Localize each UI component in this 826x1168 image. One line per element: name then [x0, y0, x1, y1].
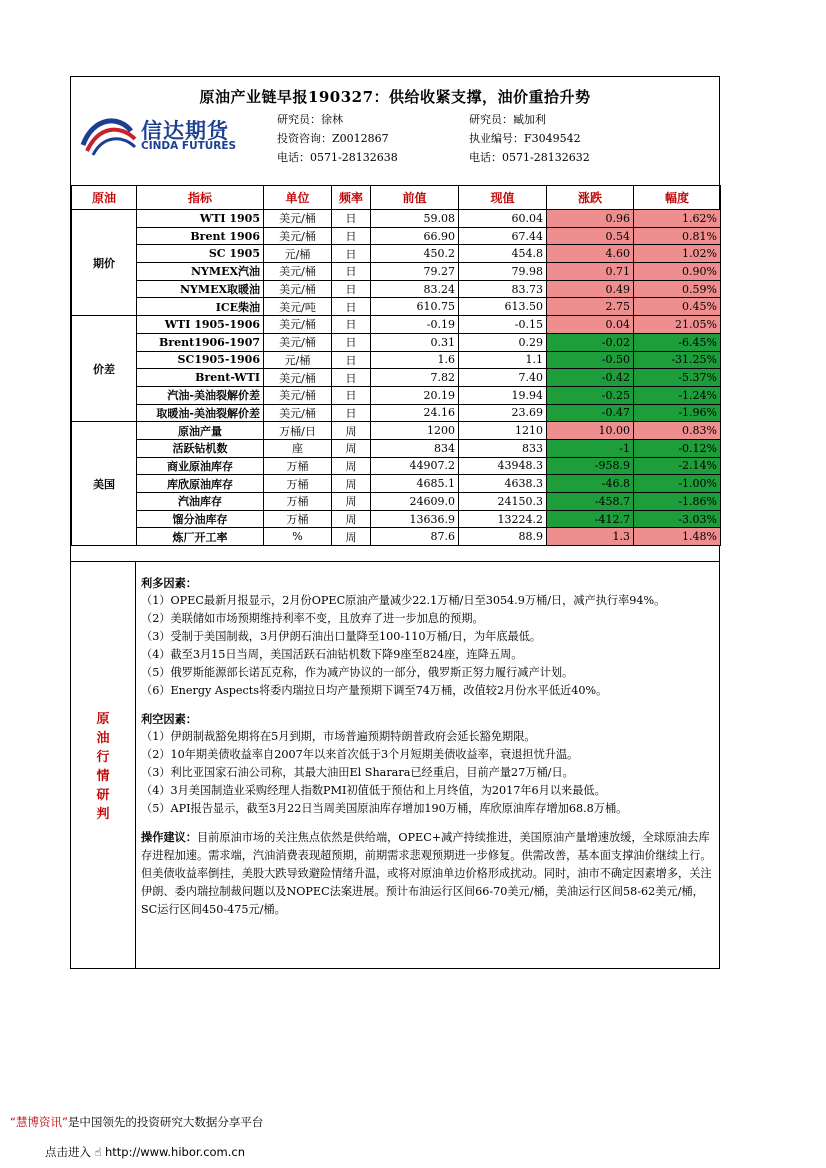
- change-cell: -0.25: [547, 386, 634, 404]
- indicator-cell: Brent1906-1907: [137, 333, 264, 351]
- change-cell: -0.02: [547, 333, 634, 351]
- indicator-cell: SC 1905: [137, 245, 264, 263]
- current-value-cell: -0.15: [459, 316, 547, 334]
- group-label: 价差: [72, 316, 137, 422]
- list-item: （4）3月美国制造业采购经理人指数PMI初值低于预估和上月终值，为2017年6月以来最低。: [141, 784, 606, 797]
- frequency-cell: 周: [332, 457, 371, 475]
- unit-cell: 元/桶: [264, 351, 332, 369]
- percent-cell: 0.83%: [634, 422, 721, 440]
- researcher-left: [277, 110, 398, 167]
- previous-value-cell: 450.2: [371, 245, 459, 263]
- table-row: [72, 386, 721, 404]
- table-row: [72, 422, 721, 440]
- frequency-cell: 日: [332, 351, 371, 369]
- previous-value-cell: 24609.0: [371, 493, 459, 511]
- indicator-cell: 汽油库存: [137, 493, 264, 511]
- side-char: 原: [96, 712, 110, 727]
- analysis-text: [141, 574, 713, 919]
- frequency-cell: 日: [332, 386, 371, 404]
- previous-value-cell: 59.08: [371, 210, 459, 228]
- percent-cell: -1.00%: [634, 475, 721, 493]
- previous-value-cell: 1200: [371, 422, 459, 440]
- current-value-cell: 0.29: [459, 333, 547, 351]
- unit-cell: 美元/桶: [264, 210, 332, 228]
- footer-link-prefix: 点击进入: [45, 1145, 91, 1159]
- side-char: 油: [96, 731, 110, 746]
- col-header-change: 涨跌: [547, 186, 634, 210]
- logo-en-text: CINDA FUTURES: [141, 140, 237, 152]
- table-row: [72, 316, 721, 334]
- cinda-logo-icon: [79, 111, 139, 161]
- side-char: 研: [96, 788, 110, 803]
- previous-value-cell: 66.90: [371, 227, 459, 245]
- percent-cell: -2.14%: [634, 457, 721, 475]
- group-label: 期价: [72, 210, 137, 316]
- table-row: [72, 333, 721, 351]
- previous-value-cell: 4685.1: [371, 475, 459, 493]
- current-value-cell: 1210: [459, 422, 547, 440]
- bearish-title: 利空因素：: [141, 712, 197, 726]
- list-item: （3）利比亚国家石油公司称，其最大油田El Sharara已经重启，目前产量27万桶/日。: [141, 766, 574, 779]
- previous-value-cell: 24.16: [371, 404, 459, 422]
- list-item: （6）Energy Aspects将委内瑞拉日均产量预期下调至74万桶，改值较2月份水平低近40%。: [141, 684, 608, 697]
- change-cell: 10.00: [547, 422, 634, 440]
- logo-cn-text: 信达期货: [141, 119, 229, 143]
- frequency-cell: 日: [332, 263, 371, 281]
- list-item: （1）OPEC最新月报显示，2月份OPEC原油产量减少22.1万桶/日至3054.9万桶/日，减产执行率94%。: [141, 594, 666, 607]
- indicator-cell: 炼厂开工率: [137, 528, 264, 546]
- table-row: [72, 510, 721, 528]
- table-row: [72, 528, 721, 546]
- previous-value-cell: 83.24: [371, 280, 459, 298]
- advice-text: 目前原油市场的关注焦点依然是供给端，OPEC+减产持续推进，美国原油产量增速放缓，全球原油去库存进程加速。需求端，汽油消费表现超预期，前期需求悲观预期进一步修复。供需改善，基本面支撑油价继续上行。但美债收益率倒挂，美股大跌导致避险情绪升温，或将对原油单边价格形成扰动。同时，油市不确定因素增多，关注伊朗、委内瑞拉制裁问题以及NOPEC法案进展。预计布油运行区间66-70美元/桶，美油运行区间58-62美元/桶，SC运行区间450-475元/桶。: [141, 831, 712, 916]
- side-char: 判: [96, 807, 110, 822]
- unit-cell: 万桶: [264, 475, 332, 493]
- col-header-crude: 原油: [72, 186, 137, 210]
- col-header-indicator: 指标: [137, 186, 264, 210]
- current-value-cell: 833: [459, 439, 547, 457]
- change-cell: -458.7: [547, 493, 634, 511]
- percent-cell: 0.90%: [634, 263, 721, 281]
- indicator-cell: NYMEX汽油: [137, 263, 264, 281]
- phone-left: 电话：0571-28132638: [277, 151, 398, 164]
- change-cell: 4.60: [547, 245, 634, 263]
- license-left: 投资咨询：Z0012867: [277, 132, 389, 145]
- frequency-cell: 周: [332, 510, 371, 528]
- indicator-cell: 商业原油库存: [137, 457, 264, 475]
- change-cell: 2.75: [547, 298, 634, 316]
- table-header-row: [72, 186, 721, 210]
- indicator-cell: 库欣原油库存: [137, 475, 264, 493]
- side-char: 情: [96, 769, 110, 784]
- previous-value-cell: 79.27: [371, 263, 459, 281]
- researcher-name-right: 研究员：臧加利: [469, 113, 546, 126]
- previous-value-cell: -0.19: [371, 316, 459, 334]
- previous-value-cell: 0.31: [371, 333, 459, 351]
- current-value-cell: 88.9: [459, 528, 547, 546]
- list-item: （5）俄罗斯能源部长诺瓦克称，作为减产协议的一部分，俄罗斯正努力履行减产计划。: [141, 666, 574, 679]
- indicator-cell: WTI 1905-1906: [137, 316, 264, 334]
- table-row: [72, 493, 721, 511]
- indicator-cell: 馏分油库存: [137, 510, 264, 528]
- percent-cell: -31.25%: [634, 351, 721, 369]
- percent-cell: -1.96%: [634, 404, 721, 422]
- unit-cell: 美元/桶: [264, 386, 332, 404]
- unit-cell: 美元/桶: [264, 263, 332, 281]
- previous-value-cell: 610.75: [371, 298, 459, 316]
- current-value-cell: 43948.3: [459, 457, 547, 475]
- previous-value-cell: 44907.2: [371, 457, 459, 475]
- frequency-cell: 周: [332, 528, 371, 546]
- analysis-side: [71, 562, 136, 969]
- unit-cell: 美元/桶: [264, 404, 332, 422]
- indicator-cell: 原油产量: [137, 422, 264, 440]
- unit-cell: 美元/桶: [264, 280, 332, 298]
- current-value-cell: 60.04: [459, 210, 547, 228]
- unit-cell: 美元/桶: [264, 227, 332, 245]
- list-item: （4）截至3月15日当周，美国活跃石油钻机数下降9座至824座，连降五周。: [141, 648, 523, 661]
- unit-cell: 万桶: [264, 493, 332, 511]
- unit-cell: 座: [264, 439, 332, 457]
- previous-value-cell: 20.19: [371, 386, 459, 404]
- change-cell: 0.54: [547, 227, 634, 245]
- table-row: [72, 404, 721, 422]
- percent-cell: -3.03%: [634, 510, 721, 528]
- percent-cell: 0.45%: [634, 298, 721, 316]
- indicator-cell: Brent-WTI: [137, 369, 264, 387]
- percent-cell: -6.45%: [634, 333, 721, 351]
- operation-advice: [141, 828, 713, 919]
- license-right: 执业编号：F3049542: [469, 132, 581, 145]
- change-cell: -0.50: [547, 351, 634, 369]
- frequency-cell: 日: [332, 316, 371, 334]
- percent-cell: 0.81%: [634, 227, 721, 245]
- unit-cell: 美元/桶: [264, 316, 332, 334]
- previous-value-cell: 7.82: [371, 369, 459, 387]
- previous-value-cell: 13636.9: [371, 510, 459, 528]
- percent-cell: 21.05%: [634, 316, 721, 334]
- col-header-unit: 单位: [264, 186, 332, 210]
- footer-slogan: [10, 1114, 263, 1130]
- table-row: [72, 210, 721, 228]
- current-value-cell: 7.40: [459, 369, 547, 387]
- unit-cell: %: [264, 528, 332, 546]
- unit-cell: 美元/吨: [264, 298, 332, 316]
- percent-cell: 1.48%: [634, 528, 721, 546]
- table-row: [72, 298, 721, 316]
- col-header-percent: 幅度: [634, 186, 721, 210]
- current-value-cell: 67.44: [459, 227, 547, 245]
- table-row: [72, 439, 721, 457]
- table-row: [72, 475, 721, 493]
- change-cell: -0.47: [547, 404, 634, 422]
- phone-right: 电话：0571-28132632: [469, 151, 590, 164]
- frequency-cell: 周: [332, 439, 371, 457]
- frequency-cell: 日: [332, 227, 371, 245]
- list-item: （3）受制于美国制裁，3月伊朗石油出口量降至100-110万桶/日，为年底最低。: [141, 630, 542, 643]
- percent-cell: -5.37%: [634, 369, 721, 387]
- current-value-cell: 454.8: [459, 245, 547, 263]
- change-cell: -412.7: [547, 510, 634, 528]
- current-value-cell: 19.94: [459, 386, 547, 404]
- table-row: [72, 457, 721, 475]
- bullish-title: 利多因素：: [141, 576, 197, 590]
- col-header-current: 现值: [459, 186, 547, 210]
- percent-cell: -0.12%: [634, 439, 721, 457]
- current-value-cell: 13224.2: [459, 510, 547, 528]
- previous-value-cell: 834: [371, 439, 459, 457]
- indicator-cell: 取暖油-美油裂解价差: [137, 404, 264, 422]
- footer-slogan-text: 是中国领先的投资研究大数据分享平台: [67, 1115, 264, 1129]
- footer-link-line: [45, 1144, 245, 1160]
- table-row: [72, 227, 721, 245]
- indicator-cell: NYMEX取暖油: [137, 280, 264, 298]
- unit-cell: 美元/桶: [264, 369, 332, 387]
- change-cell: 0.96: [547, 210, 634, 228]
- change-cell: -1: [547, 439, 634, 457]
- table-row: [72, 369, 721, 387]
- frequency-cell: 日: [332, 210, 371, 228]
- frequency-cell: 周: [332, 422, 371, 440]
- researcher-name-left: 研究员：徐林: [277, 113, 343, 126]
- list-item: （5）API报告显示，截至3月22日当周美国原油库存增加190万桶，库欣原油库存增加68.8万桶。: [141, 802, 628, 815]
- change-cell: 0.04: [547, 316, 634, 334]
- table-row: [72, 280, 721, 298]
- unit-cell: 万桶: [264, 510, 332, 528]
- footer-brand: “慧博资讯”: [10, 1115, 68, 1129]
- percent-cell: 1.62%: [634, 210, 721, 228]
- list-item: （2）10年期美债收益率自2007年以来首次低于3个月短期美债收益率，衰退担忧升温。: [141, 748, 579, 761]
- current-value-cell: 24150.3: [459, 493, 547, 511]
- report-frame: [70, 76, 720, 969]
- current-value-cell: 613.50: [459, 298, 547, 316]
- side-char: 行: [96, 750, 110, 765]
- change-cell: 0.49: [547, 280, 634, 298]
- indicator-cell: 活跃钻机数: [137, 439, 264, 457]
- report-title: 原油产业链早报190327：供给收紧支撑，油价重拾升势: [199, 88, 591, 106]
- current-value-cell: 1.1: [459, 351, 547, 369]
- unit-cell: 万桶/日: [264, 422, 332, 440]
- market-data-table: [71, 185, 721, 546]
- bullish-factors: [141, 574, 713, 700]
- change-cell: -0.42: [547, 369, 634, 387]
- percent-cell: -1.86%: [634, 493, 721, 511]
- bearish-factors: [141, 710, 713, 818]
- current-value-cell: 23.69: [459, 404, 547, 422]
- frequency-cell: 日: [332, 245, 371, 263]
- indicator-cell: WTI 1905: [137, 210, 264, 228]
- unit-cell: 美元/桶: [264, 333, 332, 351]
- percent-cell: 0.59%: [634, 280, 721, 298]
- col-header-previous: 前值: [371, 186, 459, 210]
- group-label: 美国: [72, 422, 137, 546]
- percent-cell: 1.02%: [634, 245, 721, 263]
- unit-cell: 元/桶: [264, 245, 332, 263]
- indicator-cell: 汽油-美油裂解价差: [137, 386, 264, 404]
- list-item: （1）伊朗制裁豁免期将在5月到期，市场普遍预期特朗普政府会延长豁免期限。: [141, 730, 536, 743]
- col-header-frequency: 频率: [332, 186, 371, 210]
- frequency-cell: 日: [332, 333, 371, 351]
- change-cell: -958.9: [547, 457, 634, 475]
- researcher-right: [469, 110, 590, 167]
- frequency-cell: 日: [332, 280, 371, 298]
- footer-link[interactable]: http://www.hibor.com.cn: [105, 1145, 246, 1159]
- frequency-cell: 周: [332, 475, 371, 493]
- previous-value-cell: 87.6: [371, 528, 459, 546]
- change-cell: -46.8: [547, 475, 634, 493]
- indicator-cell: SC1905-1906: [137, 351, 264, 369]
- current-value-cell: 79.98: [459, 263, 547, 281]
- current-value-cell: 83.73: [459, 280, 547, 298]
- change-cell: 1.3: [547, 528, 634, 546]
- frequency-cell: 周: [332, 493, 371, 511]
- unit-cell: 万桶: [264, 457, 332, 475]
- change-cell: 0.71: [547, 263, 634, 281]
- cinda-logo: [79, 111, 259, 161]
- analysis-section: [71, 561, 719, 969]
- advice-title: 操作建议：: [141, 830, 197, 844]
- table-row: [72, 263, 721, 281]
- indicator-cell: Brent 1906: [137, 227, 264, 245]
- frequency-cell: 日: [332, 404, 371, 422]
- table-row: [72, 351, 721, 369]
- frequency-cell: 日: [332, 369, 371, 387]
- analysis-side-label: [71, 710, 135, 824]
- frequency-cell: 日: [332, 298, 371, 316]
- current-value-cell: 4638.3: [459, 475, 547, 493]
- list-item: （2）美联储如市场预期维持利率不变，且放弃了进一步加息的预期。: [141, 612, 484, 625]
- hand-pointer-icon: ☝: [94, 1145, 102, 1159]
- percent-cell: -1.24%: [634, 386, 721, 404]
- table-row: [72, 245, 721, 263]
- report-header: [71, 77, 719, 186]
- indicator-cell: ICE柴油: [137, 298, 264, 316]
- previous-value-cell: 1.6: [371, 351, 459, 369]
